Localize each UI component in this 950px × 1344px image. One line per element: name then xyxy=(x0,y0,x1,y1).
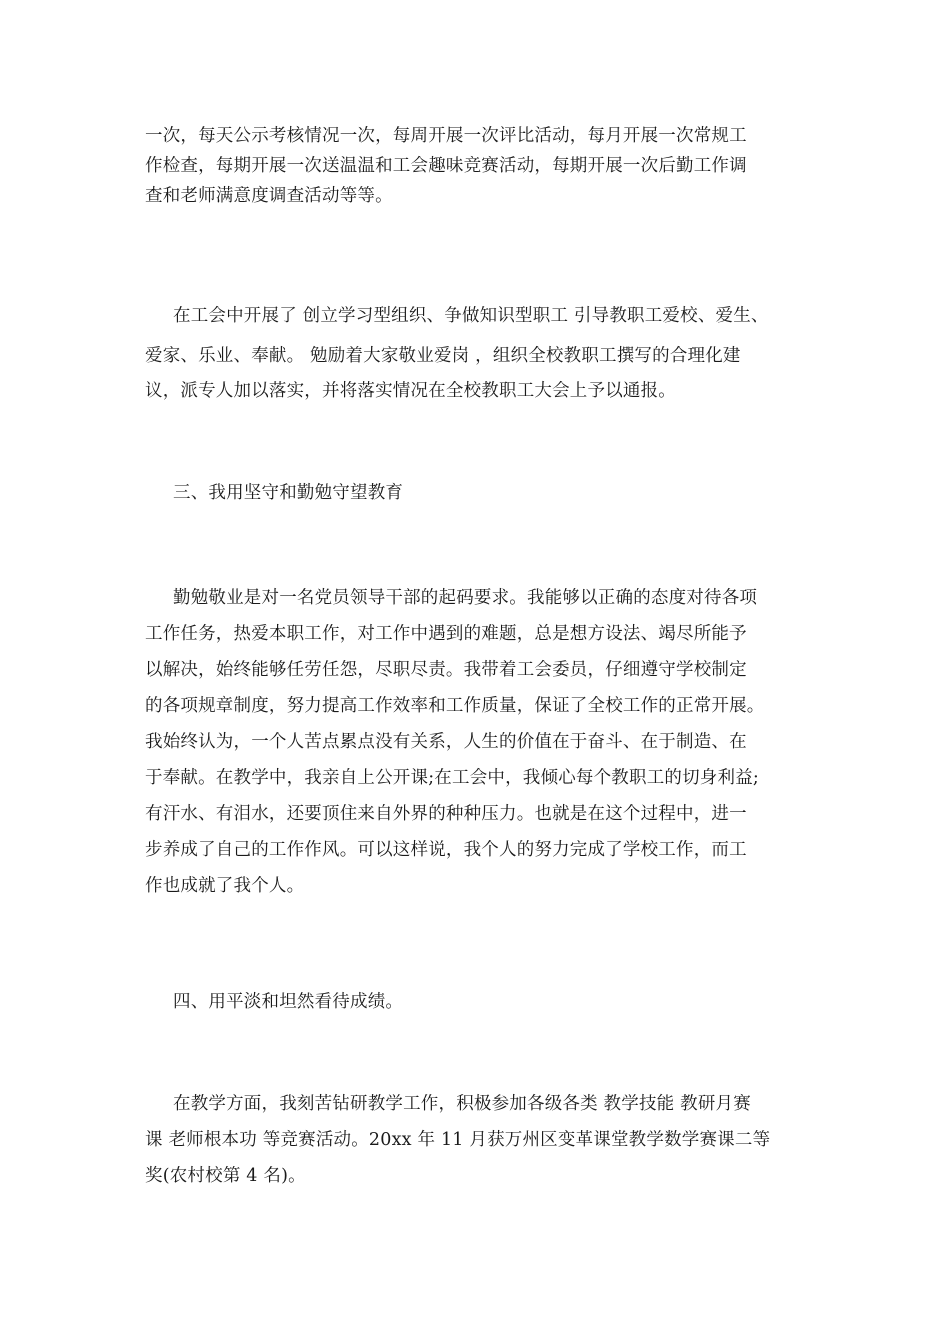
paragraph-2-line-2: 爱家、乐业、奉献。 勉励着大家敬业爱岗 ，组织全校教职工撰写的合理化建 xyxy=(145,346,741,366)
paragraph-3-line-9: 作也成就了我个人。 xyxy=(145,876,305,896)
paragraph-3-line-5: 我始终认为，一个人苦点累点没有关系，人生的价值在于奋斗、在于制造、在 xyxy=(145,732,747,752)
paragraph-2-line-1: 在工会中开展了 创立学习型组织、争做知识型职工 引导教职工爱校、爱生、 xyxy=(173,306,769,326)
paragraph-1-line-3: 查和老师满意度调查活动等等。 xyxy=(145,186,393,206)
section-heading-4: 四、用平淡和坦然看待成绩。 xyxy=(173,992,404,1012)
paragraph-2-line-3: 议，派专人加以落实，并将落实情况在全校教职工大会上予以通报。 xyxy=(145,381,676,401)
paragraph-4-line-3: 奖(农村校第 4 名)。 xyxy=(145,1166,306,1186)
paragraph-3-line-4: 的各项规章制度，努力提高工作效率和工作质量，保证了全校工作的正常开展。 xyxy=(145,696,765,716)
paragraph-4-line-1: 在教学方面，我刻苦钻研教学工作，积极参加各级各类 教学技能 教研月赛 xyxy=(173,1094,751,1114)
paragraph-3-line-8: 步养成了自己的工作作风。可以这样说，我个人的努力完成了学校工作，而工 xyxy=(145,840,747,860)
paragraph-3-line-3: 以解决，始终能够任劳任怨，尽职尽责。我带着工会委员，仔细遵守学校制定 xyxy=(145,660,747,680)
paragraph-1-line-2: 作检查，每期开展一次送温温和工会趣味竞赛活动，每期开展一次后勤工作调 xyxy=(145,156,747,176)
paragraph-3-line-1: 勤勉敬业是对一名党员领导干部的起码要求。我能够以正确的态度对待各项 xyxy=(173,588,758,608)
paragraph-4-line-2: 课 老师根本功 等竞赛活动。20xx 年 11 月获万州区变革课堂教学数学赛课二等 xyxy=(145,1130,771,1150)
paragraph-3-line-7: 有汗水、有泪水，还要顶住来自外界的种种压力。也就是在这个过程中，进一 xyxy=(145,804,747,824)
paragraph-1-line-1: 一次，每天公示考核情况一次，每周开展一次评比活动，每月开展一次常规工 xyxy=(145,126,747,146)
paragraph-3-line-6: 于奉献。在教学中，我亲自上公开课;在工会中，我倾心每个教职工的切身利益; xyxy=(145,768,759,788)
paragraph-3-line-2: 工作任务，热爱本职工作，对工作中遇到的难题，总是想方设法、竭尽所能予 xyxy=(145,624,747,644)
section-heading-3: 三、我用坚守和勤勉守望教育 xyxy=(173,483,404,503)
